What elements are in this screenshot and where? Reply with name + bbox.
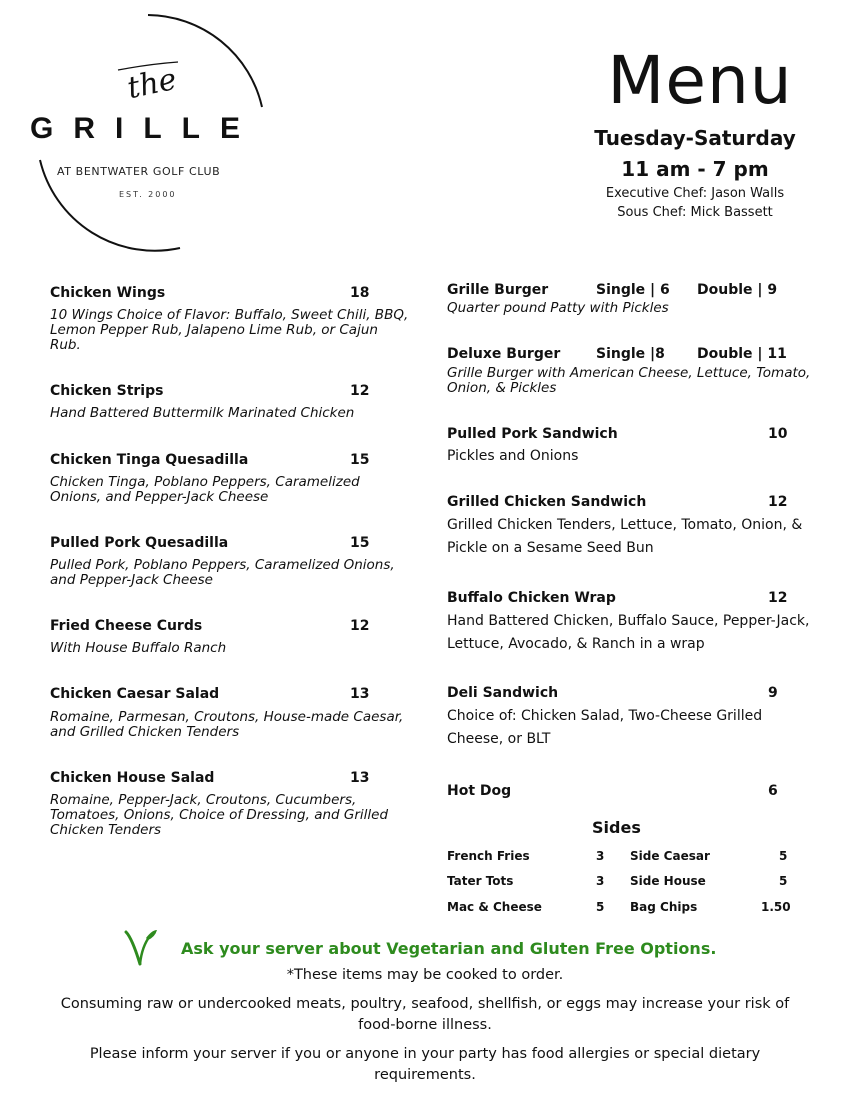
item-name: Chicken House Salad — [50, 770, 215, 786]
item-description: Hand Battered Chicken, Buffalo Sauce, Pepper-Jack, Lettuce, Avocado, & Ranch in a wrap — [447, 613, 810, 652]
side-price: 5 — [596, 900, 605, 914]
side-name: Mac & Cheese — [447, 900, 542, 914]
item-description: Romaine, Pepper-Jack, Croutons, Cucumbers, Tomatoes, Onions, Choice of Dressing, and Grilled Chicken Tenders — [50, 792, 389, 838]
item-name: Chicken Caesar Salad — [50, 686, 220, 702]
page-title: Menu — [607, 42, 793, 119]
item-price: 9 — [768, 685, 778, 701]
logo-wordmark: GRILLE — [30, 112, 260, 145]
item-price: 13 — [350, 770, 370, 786]
side-price: 5 — [779, 849, 788, 863]
side-price: 5 — [779, 874, 788, 888]
item-price: 12 — [350, 618, 370, 634]
double-price: Double | 11 — [697, 346, 787, 362]
item-name: Pulled Pork Sandwich — [447, 426, 618, 442]
item-name: Buffalo Chicken Wrap — [447, 590, 616, 606]
item-description: Grille Burger with American Cheese, Lettuce, Tomato, Onion, & Pickles — [447, 365, 811, 396]
leaf-v-icon — [124, 928, 158, 966]
item-name: Hot Dog — [447, 783, 512, 799]
item-description: Choice of: Chicken Salad, Two-Cheese Grilled Cheese, or BLT — [447, 708, 763, 747]
item-description: Pulled Pork, Poblano Peppers, Caramelized Onions, and Pepper-Jack Cheese — [50, 557, 395, 588]
item-price: 10 — [768, 426, 788, 442]
item-description: Quarter pound Patty with Pickles — [447, 300, 669, 316]
side-name: Side House — [630, 874, 706, 888]
item-name: Chicken Tinga Quesadilla — [50, 452, 249, 468]
item-name: Fried Cheese Curds — [50, 618, 203, 634]
item-name: Pulled Pork Quesadilla — [50, 535, 229, 551]
side-price: 1.50 — [761, 900, 791, 914]
item-price: 13 — [350, 686, 370, 702]
item-price: 18 — [350, 285, 370, 301]
side-price: 3 — [596, 874, 605, 888]
double-price: Double | 9 — [697, 282, 778, 298]
item-price: 6 — [768, 783, 778, 799]
side-name: Bag Chips — [630, 900, 698, 914]
logo-script-text: the — [124, 61, 180, 107]
vegetarian-note: Ask your server about Vegetarian and Gluten Free Options. — [181, 939, 717, 958]
side-name: French Fries — [447, 849, 530, 863]
item-price: 12 — [350, 383, 370, 399]
side-name: Side Caesar — [630, 849, 710, 863]
executive-chef: Executive Chef: Jason Walls — [605, 186, 785, 201]
item-price: 15 — [350, 452, 370, 468]
raw-food-warning: Consuming raw or undercooked meats, poultry, seafood, shellfish, or eggs may increase your risk of food-borne illness. — [60, 996, 790, 1033]
item-description: Pickles and Onions — [447, 448, 579, 464]
item-description: Grilled Chicken Tenders, Lettuce, Tomato, Onion, & Pickle on a Sesame Seed Bun — [447, 517, 803, 556]
item-price: 12 — [768, 590, 788, 606]
item-name: Grilled Chicken Sandwich — [447, 494, 647, 510]
logo-est: EST. 2000 — [119, 190, 177, 199]
single-price: Single |8 — [596, 346, 665, 362]
single-price: Single | 6 — [596, 282, 670, 298]
item-description: Chicken Tinga, Poblano Peppers, Caramelized Onions, and Pepper-Jack Cheese — [50, 474, 360, 505]
sides-heading: Sides — [592, 818, 641, 837]
item-price: 15 — [350, 535, 370, 551]
item-description: With House Buffalo Ranch — [50, 640, 227, 656]
item-price: 12 — [768, 494, 788, 510]
item-description: Romaine, Parmesan, Croutons, House-made Caesar, and Grilled Chicken Tenders — [50, 709, 404, 740]
item-description: 10 Wings Choice of Flavor: Buffalo, Sweet Chili, BBQ, Lemon Pepper Rub, Jalapeno Lime Rub, or Cajun Rub. — [50, 307, 409, 353]
allergy-note: Please inform your server if you or anyone in your party has food allergies or special dietary requirements. — [89, 1046, 761, 1083]
item-name: Chicken Strips — [50, 383, 164, 399]
item-name: Deli Sandwich — [447, 685, 559, 701]
side-price: 3 — [596, 849, 605, 863]
item-name: Deluxe Burger — [447, 346, 561, 362]
item-description: Hand Battered Buttermilk Marinated Chicken — [50, 405, 355, 421]
item-name: Grille Burger — [447, 282, 549, 298]
cooked-note: *These items may be cooked to order. — [286, 967, 564, 983]
side-name: Tater Tots — [447, 874, 514, 888]
logo-subtitle: AT BENTWATER GOLF CLUB — [57, 165, 221, 178]
hours-open: 11 am - 7 pm — [621, 157, 769, 181]
days-open: Tuesday-Saturday — [594, 126, 796, 150]
sous-chef: Sous Chef: Mick Bassett — [617, 205, 773, 220]
item-name: Chicken Wings — [50, 285, 166, 301]
